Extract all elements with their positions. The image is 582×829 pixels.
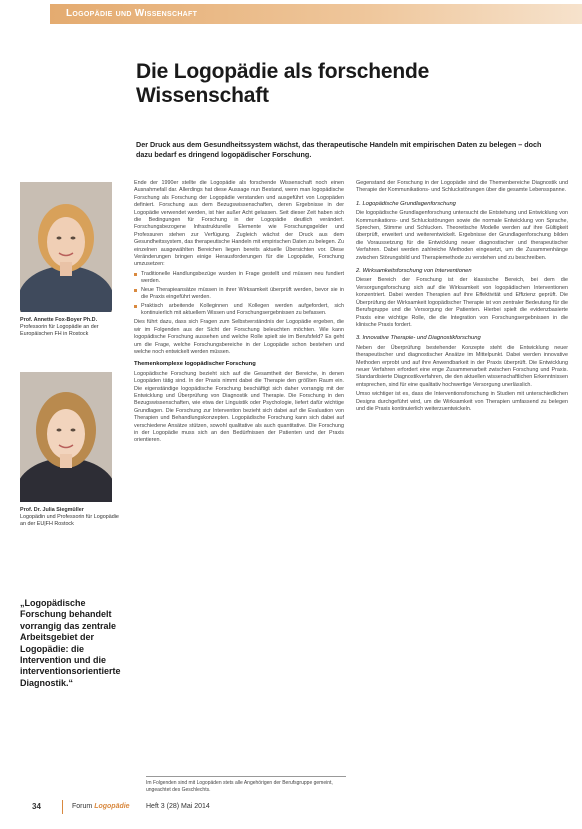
- pull-quote: „Logopädische Forschung behandelt vorrangig das zentrale Arbeitsgebiet der Logopädie: die Intervention und die interventionsorientierte Diagnostik.“: [20, 598, 121, 688]
- author-name-2: Prof. Dr. Julia Siegmüller: [20, 507, 84, 513]
- journal-name: [72, 803, 130, 810]
- author-role-1: Professorin für Logopädie an der Europäischen FH in Rostock: [20, 324, 99, 337]
- col2-intro: Gegenstand der Forschung in der Logopädie sind die Themenbereiche Diagnostik und Therapie der Kommunikations- und Schluckstörungen über die gesamte Lebensspanne.: [356, 180, 568, 194]
- list-item: Traditionelle Handlungsbezüge wurden in Frage gestellt und müssen neu fundiert werden.: [134, 271, 344, 286]
- col1-para2: Dies führt dazu, dass sich Fragen zum Selbstverständnis der Logopädie ergeben, die wir im Folgenden aus der Sicht der Forschung beleuchten möchten. Wie kann logopädische Forschung aussehen und welche Rolle spielt sie im Berufsfeld? Es geht um die Frage, welche Forschungsbereiche in der Logopädie schon bestehen und welche noch entwickelt werden müssen.: [134, 319, 344, 355]
- article-lead: Der Druck aus dem Gesundheitssystem wächst, das therapeutische Handeln mit empirischen Daten zu belegen – doch dazu bedarf es dringend logopädischer Forschung.: [136, 140, 542, 159]
- col2-para1: Die logopädische Grundlagenforschung untersucht die Entstehung und Entwicklung von Kommunikations- und Schluckstörungen sowie die normale Entwicklung von Sprache, Sprechen, Stimme und Schlucken. Theoretische Modelle werden auf ihre Gültigkeit überprüft, erweitert und weiterentwickelt. Ergebnisse der Grundlagenforschung bilden die Voraussetzung für die Entwicklung neuer diagnostischer und therapeutischer Verfahren. Dabei werden zahlreiche Methoden eingesetzt, um die Zusammenhänge zwischen Störungsbild und Therapiemethode zu verstehen und zu beschreiben.: [356, 210, 568, 261]
- list-item: Neue Therapieansätze müssen in ihrer Wirksamkeit überprüft werden, bevor sie in die Praxis eingeführt werden.: [134, 287, 344, 302]
- journal-brand: Logopädie: [94, 803, 130, 810]
- footer-divider: [62, 800, 63, 814]
- col1-intro: Ende der 1990er stellte die Logopädie als forschende Wissenschaft noch einen Ausnahmefall dar. Allerdings hat diese Aussage nun Bestand, wenn man logopädische Forschung als Forschung der Logopädie verstanden und ausgeführt von Logopäden definiert. Forschung aus dem Bezugswissenschaften, deren Ergebnisse in der Logopädie verwendet werden, ist hier außer Acht gelassen. Seit dieser Zeit haben sich die Bedingungen für Forschung in der Logopädie deutlich verändert. Forschungsbezogene Infrastrukturelle Elemente wie Forschungsgelder und Professuren stehen zur Verfügung. Zugleich wächst der Druck aus dem Gesundheitssystem, das therapeutische Handeln mit empirischen Daten zu belegen. Zu einzelnen ausgewählten Bereichen liegen bereits aktuelle Übersichten vor. Diese Veränderungen bringen einige Herausforderungen für die Logopädie, Forschung umzusetzen:: [134, 180, 344, 268]
- page-footer: [28, 800, 548, 816]
- col2-para4: Umso wichtiger ist es, dass die Interventionsforschung in Studien mit unterschiedlichen Designs durchgeführt wird, um die Wirksamkeit von Therapien umfassend zu belegen und die Praxis kontinuierlich weiterzuentwickeln.: [356, 391, 568, 412]
- author-caption-1: [20, 317, 120, 338]
- article-title: Die Logopädie als forschende Wissenschaft: [136, 60, 430, 107]
- author-role-2: Logopädin und Professorin für Logopädie an der EU|FH Rostock: [20, 514, 119, 527]
- col1-para3: Logopädische Forschung bezieht sich auf die Gesamtheit der Bereiche, in denen Logopäden tätig sind. In der Praxis nimmt dabei die Therapie den größten Raum ein. Die eigenständige logopädische Forschung beschäftigt sich daher vorrangig mit der Entwicklung und Überprüfung von Diagnostik und Therapie. Die Forschung in den Bezugswissenschaften, wie etwa der Linguistik oder Psychologie, liefert dafür wichtige Grundlagen. Die Forschung zur Intervention bezieht sich dabei auf die Evaluation von Therapien und Behandlungskonzepten. Logopädische Forschung kann sich dabei auf verschiedene Ansätze stützen, sowohl qualitative als auch quantitative. Die Forschung in der Logopädie muss sich an den Bedürfnissen der Patienten und der Praxis orientieren.: [134, 370, 344, 444]
- author-photo-1: [20, 182, 112, 312]
- page-number: 34: [32, 802, 41, 811]
- col2-subheading-3: 3. Innovative Therapie- und Diagnostikforschung: [356, 335, 481, 342]
- footnote: Im Folgenden sind mit Logopäden stets alle Angehörigen der Berufsgruppe gemeint, ungeachtet des Geschlechts.: [146, 776, 346, 794]
- list-item: Praktisch arbeitende Kolleginnen und Kollegen werden aufgefordert, sich kontinuierlich mit aktuellem Wissen und Forschungsergebnissen zu befassen.: [134, 303, 344, 318]
- col1-subheading: Themenkomplexe logopädischer Forschung: [134, 361, 256, 368]
- text-column-2: [356, 180, 568, 800]
- author-caption-2: [20, 507, 120, 528]
- author-name-1: Prof. Annette Fox-Boyer Ph.D.: [20, 317, 98, 323]
- col2-subheading-2: 2. Wirksamkeitsforschung von Interventionen: [356, 268, 472, 275]
- col2-para2: Dieser Bereich der Forschung ist der klassische Bereich, bei dem die Versorgungsforschung sich auf die Wirksamkeit von logopädischen Interventionen konzentriert. Dabei werden Therapien auf ihre Effektivität und Effizienz geprüft. Die Überprüfung der Wirksamkeit logopädischer Therapie ist von zentraler Bedeutung für die Berufsgruppe und die Versorgung der Patienten. Hierbei spielt die evidenzbasierte Praxis eine wichtige Rolle, die die Integration von Forschungsergebnissen in die klinische Praxis fordert.: [356, 277, 568, 328]
- col1-bullet-list: [134, 271, 344, 317]
- text-column-1: [134, 180, 344, 800]
- section-title: Logopädie und Wissenschaft: [66, 8, 198, 19]
- issue-info: Heft 3 (28) Mai 2014: [146, 803, 210, 810]
- col2-para3: Neben der Überprüfung bestehender Konzepte steht die Entwicklung neuer therapeutischer und diagnostischer Ansätze im Mittelpunkt. Dabei werden innovative Methoden erprobt und auf ihre Anwendbarkeit in der Praxis überprüft. Die Entwicklung neuer Verfahren erfordert eine enge Zusammenarbeit zwischen Forschung und Praxis. Standardisierte Diagnostikverfahren, die den aktuellen wissenschaftlichen Erkenntnissen entsprechen, sind für eine qualitativ hochwertige Versorgung unerlässlich.: [356, 344, 568, 388]
- journal-prefix: Forum: [72, 803, 93, 810]
- author-photo-2: [20, 372, 112, 502]
- col2-subheading-1: 1. Logopädische Grundlagenforschung: [356, 200, 456, 207]
